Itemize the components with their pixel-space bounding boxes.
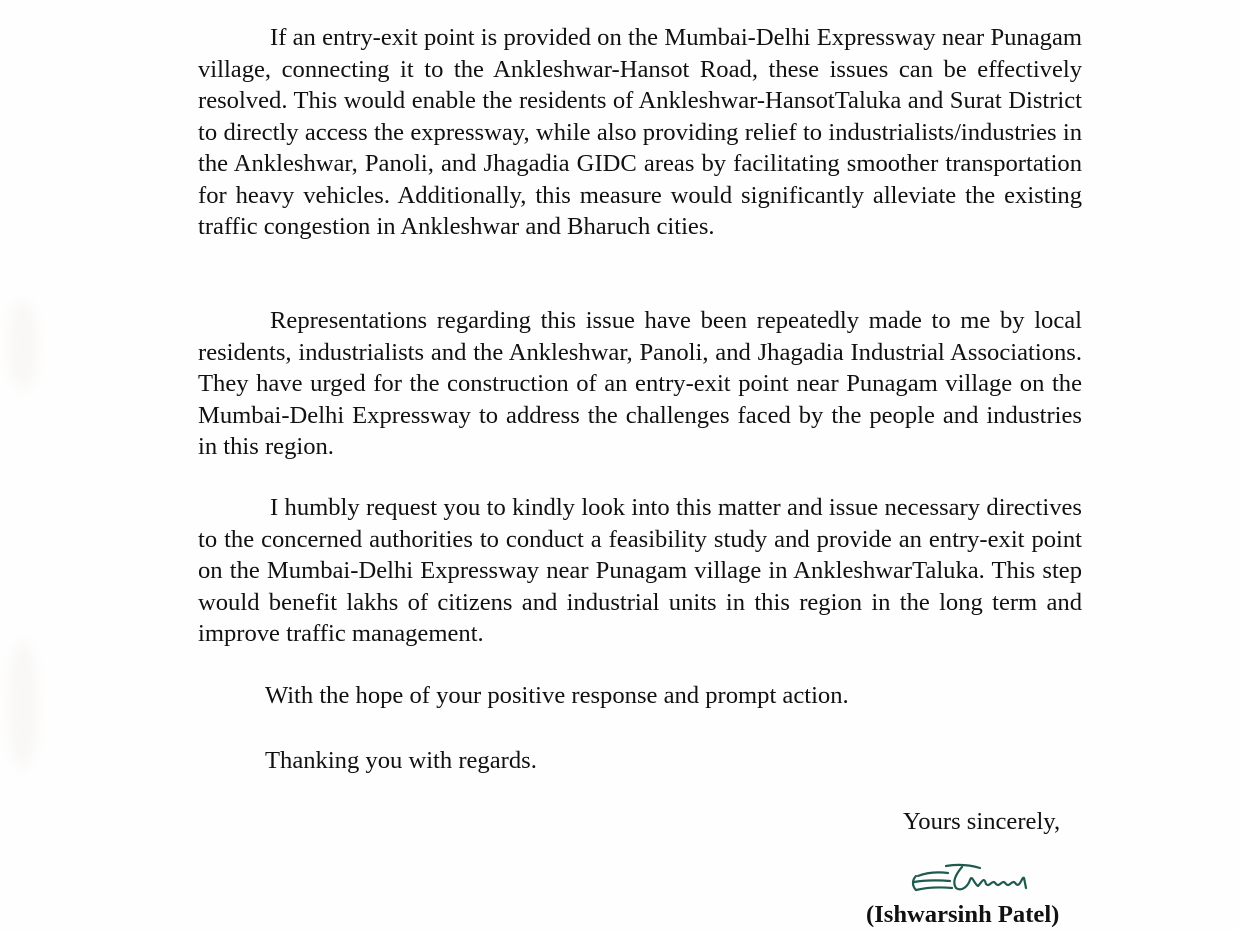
body-paragraph: Representations regarding this issue have been repeatedly made to me by local residents, industrialists and the Ankleshwar, Panoli, and Jhagadia Industrial Associations. They have urged for the construction of an entry-exit point near Punagam village on the Mumbai-Delhi Expressway to address the challenges faced by the people and industries in this region.	[198, 307, 1082, 460]
signature-stroke	[954, 867, 1026, 889]
signature-stroke	[918, 872, 948, 876]
closing-line: Thanking you with regards.	[265, 747, 537, 774]
paper-smudge	[8, 640, 38, 770]
paper-smudge	[8, 300, 38, 390]
closing-line: With the hope of your positive response and prompt action.	[265, 682, 849, 709]
signatory-name: (Ishwarsinh Patel)	[866, 901, 1060, 928]
body-paragraph: I humbly request you to kindly look into this matter and issue necessary directives to the concerned authorities to conduct a feasibility study and provide an entry-exit point on the Mumbai-Delhi Expressway near Punagam village in AnkleshwarTaluka. This step would benefit lakhs of citizens and industrial units in this region in the long term and improve traffic management.	[198, 494, 1082, 647]
signature-stroke	[946, 865, 980, 868]
body-paragraph: If an entry-exit point is provided on the Mumbai-Delhi Expressway near Punagam village, connecting it to the Ankleshwar-Hansot Road, these issues can be effectively resolved. This would enable the residents of Ankleshwar-HansotTaluka and Surat District to directly access the expressway, while also providing relief to industrialists/industries in the Ankleshwar, Panoli, and Jhagadia GIDC areas by facilitating smoother transportation for heavy vehicles. Additionally, this measure would significantly alleviate the existing traffic congestion in Ankleshwar and Bharuch cities.	[198, 24, 1082, 240]
handwritten-signature	[910, 860, 1050, 896]
signature-stroke	[914, 880, 950, 882]
valediction: Yours sincerely,	[903, 808, 1061, 835]
signature-stroke	[916, 887, 952, 890]
